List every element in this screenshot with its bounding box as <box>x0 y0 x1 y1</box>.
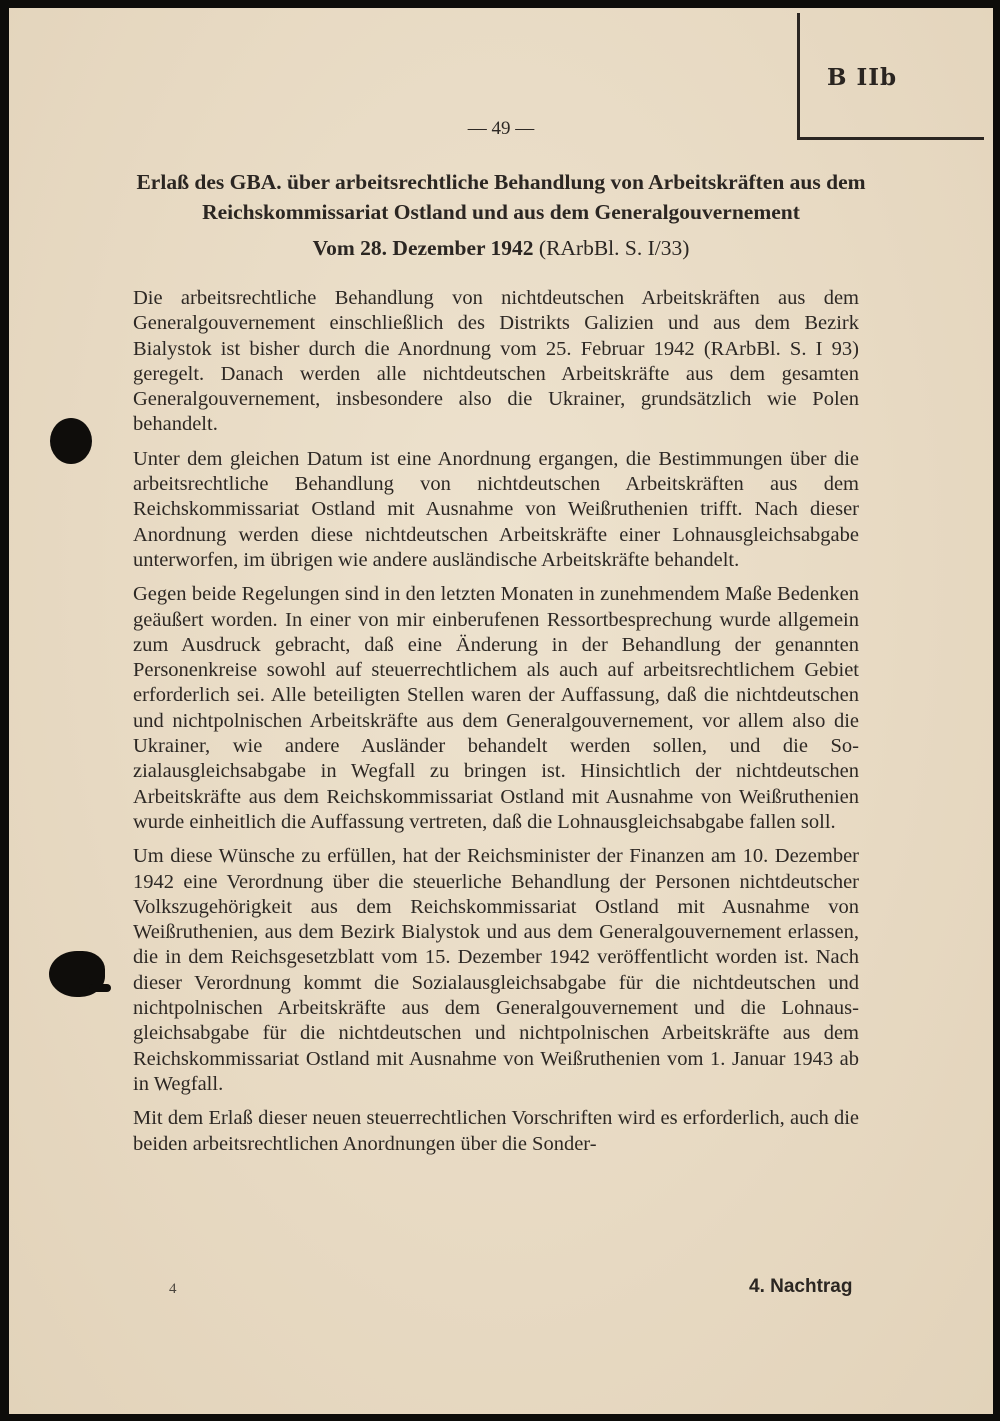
document-body <box>133 286 859 1166</box>
paragraph-5: Mit dem Erlaß dieser neuen steuerrechtlichen Vorschriften wird es erforderlich, auch die beiden arbeitsrechtlichen Anordnungen über die Sonder- <box>133 1107 859 1155</box>
paragraph-3: Gegen beide Regelungen sind in den letzten Monaten in zunehmendem Maße Bedenken geäußert worden. In einer von mir einberufenen Ressortbesprechung wurde allgemein zum Ausdruck gebracht, daß eine Änderung in der Behandlung der genannten Personenkreise sowohl auf steuerrechtlichem als auch auf arbeitsrechtlichem Gebiet erforderlich sei. Alle beteiligten Stellen waren der Auffassung, daß die nichtdeutschen und nichtpolnischen Arbeitskräfte aus dem Generalgouvernement, vor allem also die Ukrainer, wie andere Ausländer behandelt werden sollen, und die Sozialausgleichsabgabe in Wegfall zu bringen ist. Hinsichtlich der nichtdeutschen Arbeitskräfte aus dem Reichskommissariat Ostland mit Ausnahme von Weißruthenien wurde einheitlich die Auffassung vertreten, daß die Lohnausgleichsabgabe fallen soll. <box>133 583 859 833</box>
paragraph-1: Die arbeitsrechtliche Behandlung von nichtdeutschen Arbeitskräften aus dem Generalgouvernement einschließlich des Distrikts Galizien und aus dem Bezirk Bialystok ist bisher durch die Anordnung vom 25. Februar 1942 (RArbBl. S. I 93) geregelt. Danach werden alle nichtdeutschen Arbeitskräfte aus dem gesamten Generalgouvernement, insbesondere also die Ukrainer, grundsätzlich wie Polen behandelt. <box>133 287 859 436</box>
signature-mark: 4 <box>169 1281 177 1297</box>
date-line-date: Vom 28. Dezember 1942 <box>312 236 534 260</box>
document-title: Erlaß des GBA. über arbeitsrechtliche Behandlung von Arbeitskräften aus dem Reichskommissariat Ostland und aus dem Generalgouvernement <box>136 170 866 224</box>
paragraph-4: Um diese Wünsche zu erfüllen, hat der Reichsminister der Finanzen am 10. Dezember 1942 eine Verordnung über die steuerliche Behandlung der Personen nichtdeutscher Volkszugehörigkeit aus dem Reichskommissariat Ostland mit Ausnahme von Weißruthenien, aus dem Bezirk Bialystok und aus dem Generalgouvernement erlassen, die in dem Reichsgesetzblatt vom 15. Dezember 1942 veröffentlicht worden ist. Nach dieser Verordnung kommt die Sozialausgleichsabgabe für die nichtdeutschen und nichtpolnischen Arbeitskräfte aus dem Generalgouvernement und die Lohnausgleichsabgabe für die nichtdeutschen und nichtpolnischen Arbeitskräfte aus dem Reichskommissariat Ostland mit Ausnahme von Weißruthenien vom 1. Januar 1943 ab in Wegfall. <box>133 845 859 1095</box>
punch-hole-bottom-edge <box>89 984 111 992</box>
punch-hole-top <box>50 418 92 464</box>
page-number: — 49 — <box>467 118 535 139</box>
date-line-reference: (RArbBl. S. I/33) <box>538 236 690 260</box>
document-page <box>9 8 993 1414</box>
supplement-label: 4. Nachtrag <box>749 1276 853 1297</box>
section-code: B IIb <box>827 64 898 91</box>
paragraph-2: Unter dem gleichen Datum ist eine Anordnung ergangen, die Bestimmungen über die arbeitsrechtliche Behandlung von nichtdeutschen Arbeitskräften aus dem Reichskommissariat Ostland mit Ausnahme von Weißruthenien trifft. Nach dieser Anordnung werden diese nichtdeutschen Arbeitskräfte einer Lohnausgleichsabgabe unterworfen, im übrigen wie andere ausländische Arbeitskräfte behandelt. <box>133 447 859 571</box>
document-date-line <box>119 236 883 261</box>
